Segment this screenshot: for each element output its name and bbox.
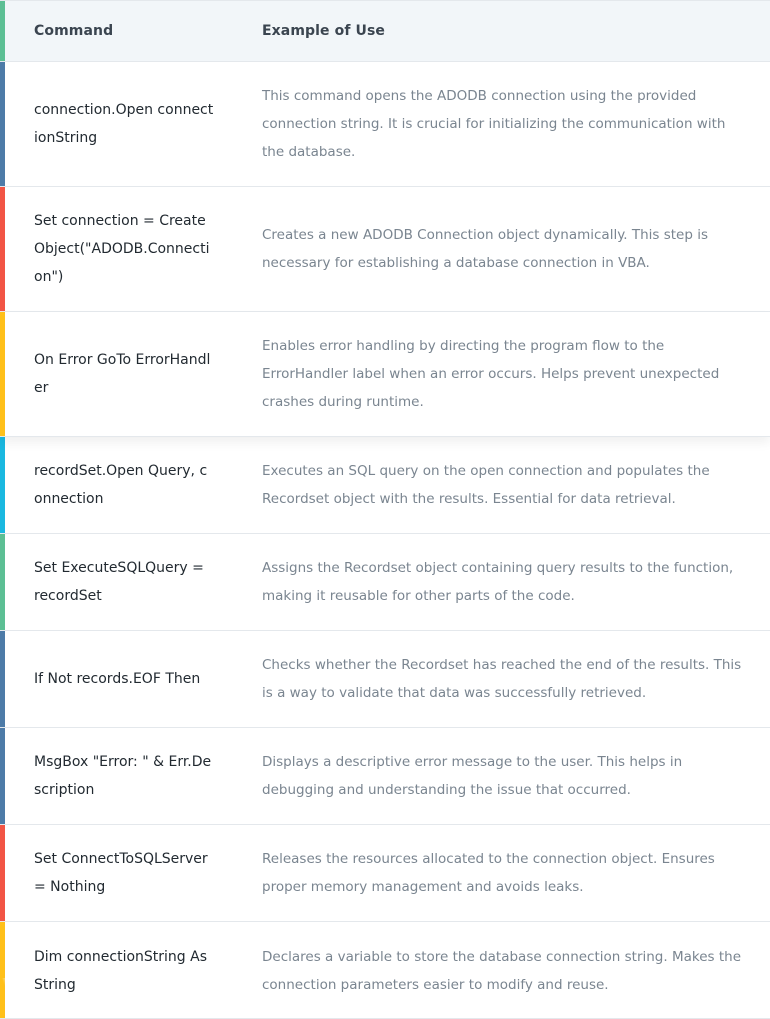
table-header-row [0,0,770,62]
example-cell: Declares a variable to store the database connection string. Makes the connection parameters easier to modify and reuse. [262,949,742,993]
command-cell: On Error GoTo ErrorHandler [34,352,211,396]
example-cell: Displays a descriptive error message to the user. This helps in debugging and understanding the issue that occurred. [262,754,683,798]
row-accent-bar [0,631,5,727]
table-row [0,437,770,534]
row-accent-bar [0,187,5,311]
command-cell: Set ExecuteSQLQuery = recordSet [34,560,204,604]
table-row [0,312,770,437]
command-cell: If Not records.EOF Then [34,671,201,687]
table-row [0,187,770,312]
command-cell: Set connection = CreateObject("ADODB.Connection") [34,213,210,285]
table-row [0,728,770,825]
table-row [0,62,770,187]
row-accent-bar [0,922,5,1018]
row-accent-bar [0,62,5,186]
row-accent-bar [0,312,5,436]
example-cell: Executes an SQL query on the open connection and populates the Recordset object with the results. Essential for data retrieval. [262,463,710,507]
example-cell: Releases the resources allocated to the connection object. Ensures proper memory management and avoids leaks. [262,851,715,895]
example-cell: Enables error handling by directing the program flow to the ErrorHandler label when an error occurs. Helps prevent unexpected crashes during runtime. [262,338,720,410]
example-cell: Checks whether the Recordset has reached the end of the results. This is a way to validate that data was successfully retrieved. [262,657,742,701]
header-command: Command [34,23,114,39]
table-row [0,825,770,922]
example-cell: Assigns the Recordset object containing query results to the function, making it reusable for other parts of the code. [262,560,734,604]
row-accent-bar [0,437,5,533]
table-row [0,922,770,1019]
example-cell: Creates a new ADODB Connection object dynamically. This step is necessary for establishing a database connection in VBA. [262,227,709,271]
table-row [0,631,770,728]
command-cell: connection.Open connectionString [34,102,214,146]
command-cell: recordSet.Open Query, connection [34,463,208,507]
row-accent-bar [0,825,5,921]
header-example: Example of Use [262,23,385,39]
command-cell: Dim connectionString As String [34,949,207,993]
row-accent-bar [0,534,5,630]
table-row [0,534,770,631]
row-accent-bar [0,728,5,824]
example-cell: This command opens the ADODB connection using the provided connection string. It is crucial for initializing the communication with the database. [262,88,726,160]
command-cell: MsgBox "Error: " & Err.Description [34,754,212,798]
row-accent-bar [0,1,5,61]
command-cell: Set ConnectToSQLServer = Nothing [34,851,208,895]
